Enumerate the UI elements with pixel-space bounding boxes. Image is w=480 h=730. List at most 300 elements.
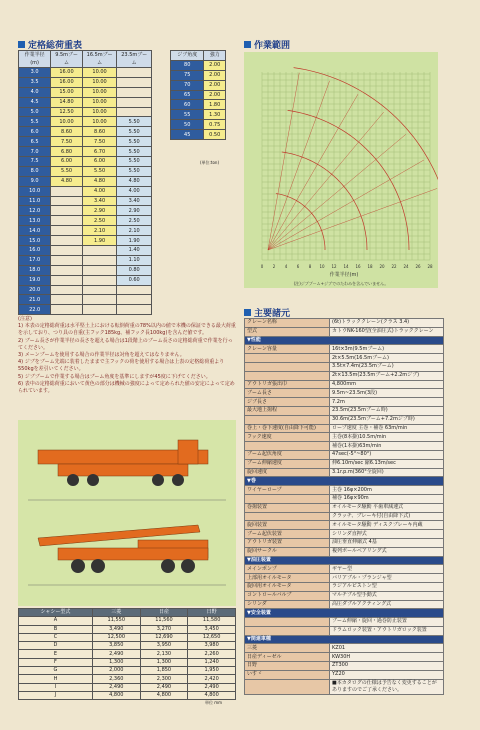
load-cell: 0.60 [117,275,152,285]
spec-key: コントロールバルブ [245,591,330,600]
radius-cell: 22.0 [19,305,51,315]
table-row [19,650,236,658]
load-cell [117,285,152,295]
table-row [19,68,152,78]
x-tick-label: 28 [427,264,433,269]
radius-cell: 10.0 [19,186,51,196]
load-cell [51,285,83,295]
load-table-title: 定格総荷重表 [18,38,82,51]
spec-key: フック速度 [245,433,330,442]
load-cell: 0.50 [204,130,226,140]
angle-cell: 75 [171,70,204,80]
header-row [171,51,226,61]
spec-value: 2t×5.5m(16.5mブーム) [330,354,444,363]
dim-cell: B [19,625,93,633]
spec-row [245,626,444,635]
load-cell: 10.00 [82,97,117,107]
radius-cell: 5.5 [19,117,51,127]
spec-value: ブーム伸縮・旋回・過巻防止装置 [330,618,444,627]
spec-value: オイルモータ駆動 平歯車減速式 [330,503,444,512]
dim-cell: 1,850 [140,667,188,675]
radius-cell: 5.0 [19,107,51,117]
load-cell [51,196,83,206]
spec-value: ロープ速度 主巻・補巻 63m/min [330,424,444,433]
spec-key: 最大地上揚程 [245,406,330,415]
spec-key [245,626,330,635]
spec-value: ラジアルピストン型 [330,582,444,591]
x-axis-label: 作業半径(m) [329,272,359,278]
spec-value: 30.6m(23.5mブーム+7.2mジブ時) [330,415,444,424]
radius-cell: 6.5 [19,137,51,147]
load-cell: 7.50 [82,137,117,147]
table-row [19,186,152,196]
table-row [19,275,152,285]
spec-key: 三菱 [245,644,330,653]
spec-row [245,503,444,512]
spec-row [245,433,444,442]
table-row [19,216,152,226]
spec-key: 旋回装置 [245,521,330,530]
radius-cell: 6.0 [19,127,51,137]
x-tick-label: 10 [319,264,325,269]
header-cell: 三菱 [92,609,140,617]
load-table [18,50,152,315]
load-cell: 6.00 [82,157,117,167]
spec-value: シリンダ直押式 [330,530,444,539]
load-cell [51,226,83,236]
dim-cell: 2,490 [92,683,140,691]
load-cell: 6.00 [51,157,83,167]
spec-value: ZT300 [330,662,444,671]
note-item: 4) ジブをブーム先端に装着したままで主フックの荷を使用する場合は上表の定格総荷重より550kgを差引いてください。 [18,359,225,373]
radius-cell: 14.0 [19,226,51,236]
load-cell: 1.90 [82,236,117,246]
load-cell [117,68,152,78]
dim-cell: H [19,675,93,683]
spec-value: 伸6.10m/sec 縮6.13m/sec [330,459,444,468]
load-cell: 10.00 [82,68,117,78]
angle-line [268,134,406,250]
table-row [19,285,152,295]
load-cell: 2.00 [204,90,226,100]
notes [18,316,236,395]
dim-cell: 1,300 [92,658,140,666]
dim-cell: 2,300 [140,675,188,683]
table-row [19,667,236,675]
dim-cell: G [19,667,93,675]
table-row [19,117,152,127]
table-row [19,675,236,683]
load-cell [82,246,117,256]
table-row [19,683,236,691]
dim-cell: 3,450 [188,625,236,633]
spec-row [245,354,444,363]
spec-key [245,415,330,424]
load-cell: 2.00 [204,70,226,80]
spec-key: ブーム長さ [245,389,330,398]
angle-line [268,94,358,250]
dim-cell: 1,240 [188,658,236,666]
dim-cell: 3,270 [140,625,188,633]
spec-value: KZ01 [330,644,444,653]
radius-cell: 15.0 [19,236,51,246]
load-cell [117,87,152,97]
load-cell [51,305,83,315]
spec-row [245,679,444,694]
square-icon [18,41,25,48]
load-cell: 6.80 [51,147,83,157]
spec-section-header: ▼巻 [245,477,444,486]
load-cell [117,77,152,87]
header-cell: 16.5mブーム [82,51,117,68]
radius-cell: 7.5 [19,157,51,167]
radius-cell: 21.0 [19,295,51,305]
angle-line [268,81,330,250]
load-cell [82,265,117,275]
x-tick-label: 4 [284,264,288,269]
work-range-svg [244,52,438,288]
dim-cell: I [19,683,93,691]
x-tick-label: 14 [343,264,349,269]
spec-key: シリンダ [245,600,330,609]
note-item: 5) ジブブームで作業する場合はブーム角度を基準にしますが45度に下げてください。 [18,373,211,380]
dim-cell: J [19,691,93,699]
dim-cell: 1,950 [188,667,236,675]
spec-row [245,653,444,662]
spec-row [245,442,444,451]
table-row [19,226,152,236]
load-cell [117,107,152,117]
note-item: 6) 表中の定格総荷重において黄色の部分は機械の強度によって定められた値の安定によって定められています。 [18,380,235,395]
load-cell [117,295,152,305]
dim-cell: 3,850 [92,642,140,650]
table-row [171,110,226,120]
x-tick-label: 8 [308,264,312,269]
load-cell: 2.00 [204,60,226,70]
table-row [19,196,152,206]
spec-value: 3.1r.p.m(360°全旋回) [330,468,444,477]
spec-row [245,565,444,574]
crane-illustration [18,420,236,606]
load-cell: 1.30 [204,110,226,120]
spec-row [245,512,444,521]
load-cell: 4.00 [117,186,152,196]
load-cell: 3.40 [82,196,117,206]
table-row [19,246,152,256]
header-cell: 23.5mブーム [117,51,152,68]
table-row [171,130,226,140]
header-row [19,609,236,617]
spec-value: バリアブル・プランジャ型 [330,574,444,583]
radius-cell: 16.0 [19,246,51,256]
dim-cell: 3,980 [188,642,236,650]
spec-row [245,345,444,354]
square-icon [244,41,251,48]
spec-row [245,380,444,389]
spec-row [245,477,444,486]
spec-key: 日産ディーゼル [245,653,330,662]
dim-cell: 2,000 [92,667,140,675]
spec-value: KW30H [330,653,444,662]
load-cell: 7.50 [51,137,83,147]
load-cell: 5.50 [117,137,152,147]
load-cell: 2.10 [82,226,117,236]
header-cell: シャシー型式 [19,609,93,617]
spec-section-header: ▼油圧装置 [245,556,444,565]
load-cell: 2.50 [117,216,152,226]
spec-value: 47sec(-5°~80°) [330,450,444,459]
load-cell [51,206,83,216]
load-cell: 15.00 [51,87,83,97]
load-cell: 10.00 [82,117,117,127]
spec-table [244,318,444,695]
load-cell: 2.90 [117,206,152,216]
radius-cell: 19.0 [19,275,51,285]
load-cell: 0.80 [117,265,152,275]
radius-cell: 3.0 [19,68,51,78]
load-cell: 10.00 [82,77,117,87]
angle-line [268,73,299,250]
load-cell: 16.00 [51,68,83,78]
x-tick-label: 24 [403,264,409,269]
dim-cell: 4,800 [188,691,236,699]
spec-key [245,618,330,627]
load-cell: 4.80 [82,176,117,186]
spec-row [245,494,444,503]
radius-cell: 9.0 [19,176,51,186]
angle-line [268,112,384,250]
table-row [171,70,226,80]
dim-cell: 1,300 [140,658,188,666]
spec-value: 補巻 16φ×90m [330,494,444,503]
radius-cell: 3.5 [19,77,51,87]
note-list [18,323,236,395]
spec-value: ■本カタログの仕様は予告なく変更することがありますのでご了承ください。 [330,679,444,694]
load-cell: 10.00 [51,117,83,127]
dim-cell: 12,650 [188,633,236,641]
spec-section-header: ▼性能 [245,336,444,345]
spec-row [245,415,444,424]
spec-key: アウトリガ装置 [245,538,330,547]
dim-cell: 2,490 [92,650,140,658]
notes-title: (注意) [18,316,32,322]
load-cell: 1.80 [204,100,226,110]
spec-key: 旋回用オイルモータ [245,582,330,591]
dim-cell: 4,800 [92,691,140,699]
table-row [19,147,152,157]
load-cell [51,186,83,196]
load-cell [82,285,117,295]
spec-value: オイルモータ駆動 ディスクブレーキ内蔵 [330,521,444,530]
table-row [19,137,152,147]
dim-cell: 2,130 [140,650,188,658]
table-row [19,127,152,137]
x-tick-label: 0 [260,264,264,269]
spec-key [245,354,330,363]
header-row [19,51,152,68]
spec-row [245,556,444,565]
note-item: 2) ブーム長さが作業半径の長さを超える場合は1段階上のブーム長さの定格総荷重で作業を行ってください。 [18,337,233,351]
table-row [19,176,152,186]
range-arc [288,110,409,250]
load-cell [82,305,117,315]
table-row [19,206,152,216]
table-row [19,166,152,176]
load-cell [51,255,83,265]
spec-key: ブーム起伏装置 [245,530,330,539]
radius-cell: 20.0 [19,285,51,295]
radius-cell: 4.5 [19,97,51,107]
spec-key [245,362,330,371]
spec-key: クレーン容量 [245,345,330,354]
spec-key: ブーム伸縮速度 [245,459,330,468]
graph-caption: (注)ジブブーム+ジブでのたわみを含んでいません。 [293,281,389,286]
spec-value: 複列ボールベアリング式 [330,547,444,556]
table-row [19,157,152,167]
x-tick-label: 22 [391,264,397,269]
load-cell: 12.50 [51,107,83,117]
spec-row [245,398,444,407]
spec-key: クレーン名称 [245,319,330,328]
table-row [19,87,152,97]
spec-value: (6t)トラッククレーン(クラス 3.4) [330,319,444,328]
table-row [19,255,152,265]
spec-value: 2t×13.5m(23.5mブーム+2.2mジブ) [330,371,444,380]
load-cell: 2.10 [117,226,152,236]
load-cell: 10.00 [82,107,117,117]
load-cell [82,275,117,285]
load-cell: 4.00 [82,186,117,196]
load-cell: 2.50 [82,216,117,226]
spec-key: いすゞ [245,670,330,679]
load-cell: 5.50 [82,166,117,176]
angle-cell: 50 [171,120,204,130]
dim-cell: 12,500 [92,633,140,641]
spec-row [245,574,444,583]
spec-row [245,538,444,547]
spec-key: ブーム起伏角度 [245,450,330,459]
load-cell [82,295,117,305]
dim-cell: 4,800 [140,691,188,699]
spec-row [245,406,444,415]
jib-table [170,50,226,140]
spec-row [245,327,444,336]
load-cell: 1.90 [117,236,152,246]
table-row [19,642,236,650]
spec-key: ワイヤーロープ [245,486,330,495]
note-item: 3) メーンブームを使用する場合の作業半径は対角を超えてはなりません。 [18,352,185,359]
radius-cell: 11.0 [19,196,51,206]
angle-cell: 65 [171,90,204,100]
spec-value: ギヤー型 [330,565,444,574]
spec-value: 4,800mm [330,380,444,389]
angle-cell: 70 [171,80,204,90]
note-item: 1) 本表の定格総荷重は水平堅土上における転倒荷重の78%以内の値で本機の保証できる最大荷重を示しており、つり具の自重(主フック185kg、補フック長100kg)を含んだ値です。 [18,323,236,337]
spec-row [245,670,444,679]
load-cell: 5.50 [117,117,152,127]
header-cell: 9.5mブーム [51,51,83,68]
spec-key: メインポンプ [245,565,330,574]
table-row [19,658,236,666]
dim-cell: 2,260 [188,650,236,658]
spec-row [245,389,444,398]
header-cell: ジブ角度 [171,51,204,61]
x-tick-label: 18 [367,264,373,269]
crane-drawing [18,420,236,606]
spec-row [245,635,444,644]
table-row [19,691,236,699]
spec-row [245,486,444,495]
dim-cell: F [19,658,93,666]
spec-value: カトウNK-160型(全油圧式)トラッククレーン [330,327,444,336]
radius-cell: 17.0 [19,255,51,265]
dim-cell: 3,950 [140,642,188,650]
spec-key: 巻上・巻下速度(自由降下可能) [245,424,330,433]
spec-value: ドラムロック装置・アウトリガロック装置 [330,626,444,635]
table-row [171,80,226,90]
dim-cell: 11,550 [92,617,140,625]
spec-value: 高圧ダブルアクティング式 [330,600,444,609]
square-icon [244,309,251,316]
load-cell: 10.00 [82,87,117,97]
table-row [19,265,152,275]
spec-row [245,371,444,380]
dim-cell: E [19,650,93,658]
spec-row [245,644,444,653]
spec-key [245,679,330,694]
angle-cell: 80 [171,60,204,70]
load-cell: 5.50 [117,127,152,137]
table-row [171,90,226,100]
load-cell [117,305,152,315]
load-cell [51,246,83,256]
spec-row [245,609,444,618]
load-cell [51,216,83,226]
spec-row [245,424,444,433]
spec-row [245,521,444,530]
x-tick-label: 26 [415,264,421,269]
table-row [19,617,236,625]
header-cell: 作業半径(m) [19,51,51,68]
spec-value: 主巻 16φ×200m [330,486,444,495]
load-cell: 4.80 [51,176,83,186]
dim-cell: 11,560 [140,617,188,625]
dim-cell: 2,490 [140,683,188,691]
load-cell [117,97,152,107]
dim-cell: 11,580 [188,617,236,625]
x-tick-label: 6 [296,264,300,269]
header-cell: 強力 [204,51,226,61]
spec-value: 3.5t×7.4m(23.5mブーム) [330,362,444,371]
spec-key: 旋回サークル [245,547,330,556]
dim-cell: A [19,617,93,625]
table-row [19,236,152,246]
x-tick-label: 16 [355,264,361,269]
spec-value: マルチプル型手動式 [330,591,444,600]
spec-key: 型式 [245,327,330,336]
spec-key [245,494,330,503]
spec-key: 日野 [245,662,330,671]
spec-section-header: ▼関連車種 [245,635,444,644]
spec-value: 23.5m(23.5mブーム時) [330,406,444,415]
load-cell: 2.90 [82,206,117,216]
spec-key [245,442,330,451]
spec-key: ジブ長さ [245,398,330,407]
work-range-graph [244,52,438,288]
radius-cell: 7.0 [19,147,51,157]
spec-row [245,468,444,477]
load-cell: 0.75 [204,120,226,130]
